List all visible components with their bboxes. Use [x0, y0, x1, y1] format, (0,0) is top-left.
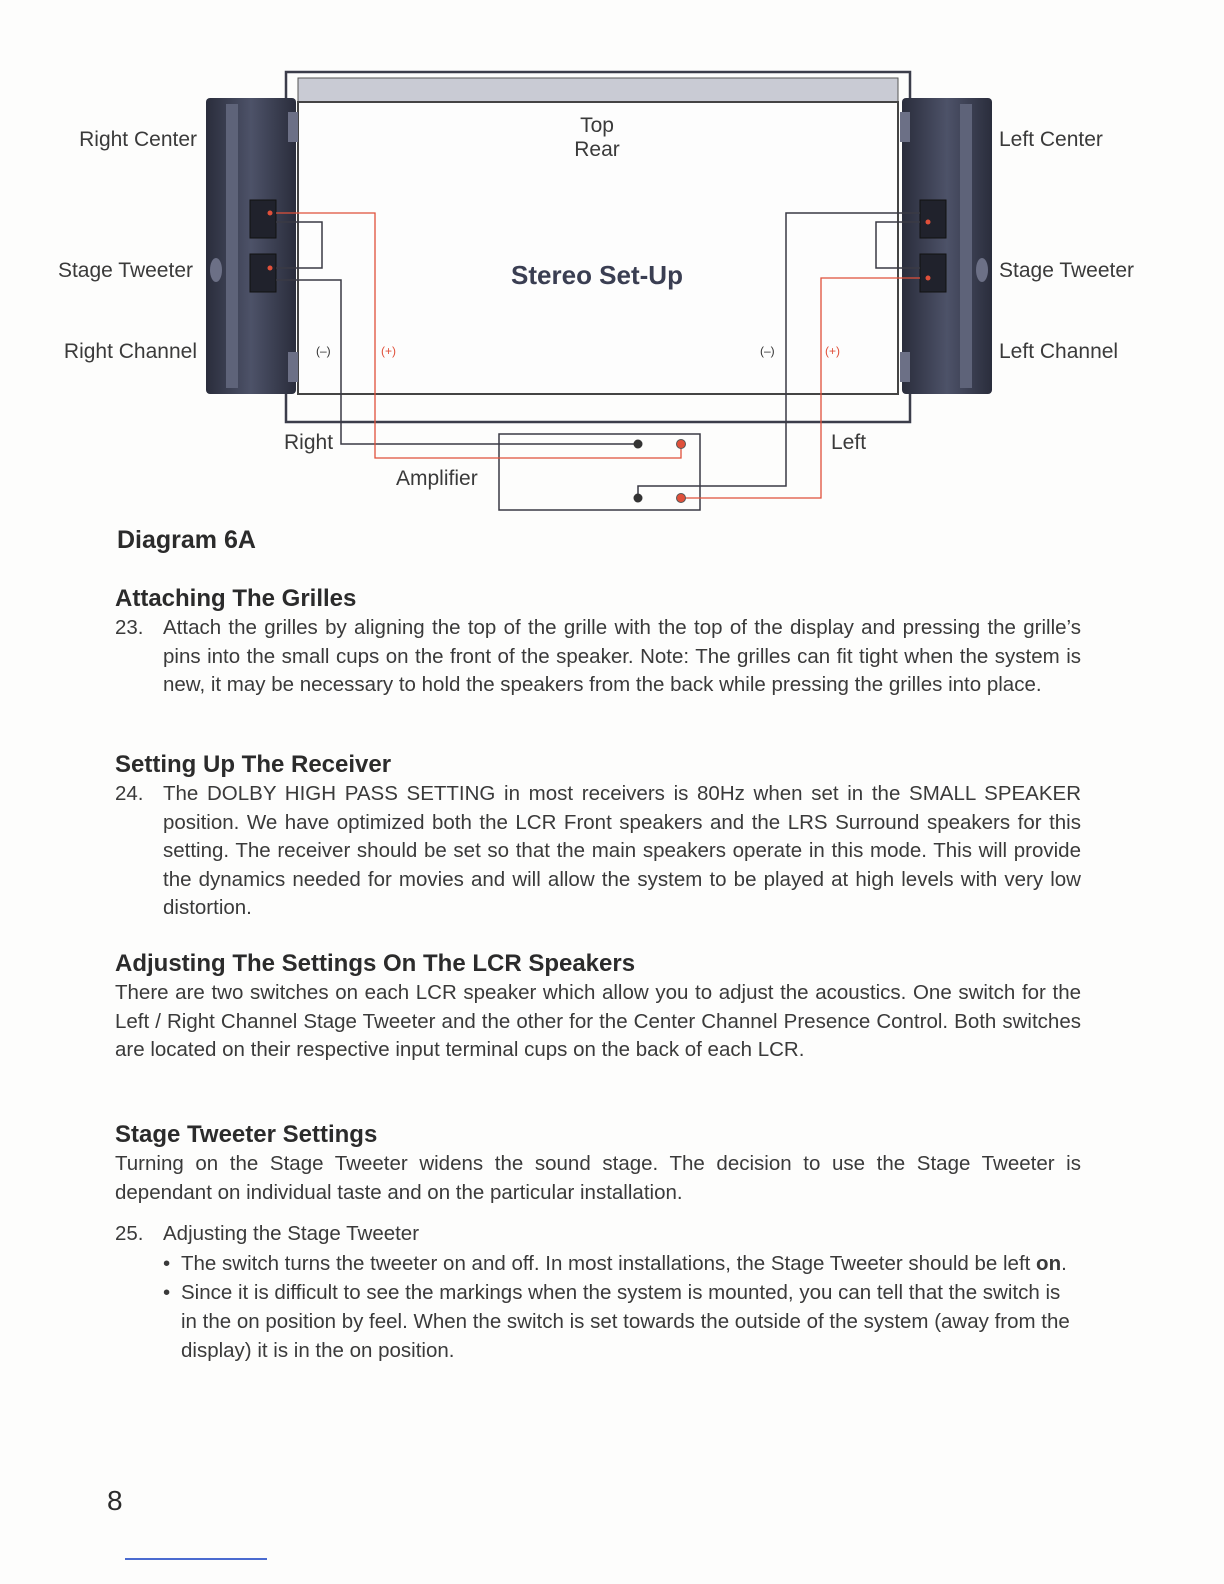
step-text: Adjusting the Stage Tweeter [163, 1222, 420, 1245]
section-attaching-grilles [115, 584, 1081, 700]
amp-left-neg-terminal [634, 494, 643, 503]
bullet-item [163, 1249, 1081, 1278]
left-spk-pos-terminal [926, 276, 931, 281]
right-spk-pos-terminal [268, 211, 273, 216]
amp-left-pos-terminal [677, 494, 686, 503]
label-right-positive: (+) [381, 344, 396, 358]
amplifier-box [499, 434, 700, 510]
section-lcr-settings [115, 949, 1081, 1065]
display-top-bar [298, 78, 898, 102]
section-setting-receiver [115, 750, 1081, 923]
bullet-text: The switch turns the tweeter on and off. In most installations, the Stage Tweeter should be left on. [181, 1251, 1067, 1275]
bullet-dot: • [163, 1280, 171, 1304]
step-number: 25. [115, 1222, 144, 1245]
label-right: Right [284, 431, 334, 454]
label-amplifier: Amplifier [396, 467, 478, 490]
label-right-channel: Right Channel [63, 340, 197, 363]
step-24 [115, 780, 1081, 923]
page-number: 8 [107, 1485, 123, 1516]
label-left-positive: (+) [825, 344, 840, 358]
heading-stage-tweeter: Stage Tweeter Settings [115, 1121, 378, 1148]
heading-lcr-settings: Adjusting The Settings On The LCR Speakers [115, 950, 636, 977]
right-spk-neg-terminal [268, 266, 273, 271]
label-left-stage-tweeter: Stage Tweeter [999, 259, 1135, 282]
section-stage-tweeter [115, 1120, 1081, 1365]
diagram-title: Stereo Set-Up [511, 260, 683, 290]
label-right-negative: (–) [316, 344, 331, 358]
bullet-dot: • [163, 1251, 171, 1275]
step-number: 24. [115, 782, 144, 805]
label-left-negative: (–) [760, 344, 775, 358]
label-left: Left [831, 431, 867, 454]
amp-right-pos-terminal [677, 440, 686, 449]
diagram-caption: Diagram 6A [117, 526, 256, 554]
left-speaker [900, 98, 992, 394]
stereo-setup-diagram [0, 0, 1224, 530]
amp-right-neg-terminal [634, 440, 643, 449]
right-speaker [206, 98, 298, 394]
step-25 [115, 1220, 1081, 1249]
footer-line [125, 1558, 267, 1560]
heading-attaching-grilles: Attaching The Grilles [115, 585, 357, 612]
label-right-stage-tweeter: Stage Tweeter [57, 259, 193, 282]
step-text: The DOLBY HIGH PASS SETTING in most receivers is 80Hz when set in the SMALL SPEAKER position. We have optimized both the LCR Front speakers and the LRS Surround speakers for this setting. The receiver should be set so that the main speakers operate in this mode. This will provide the dynamics needed for movies and will allow the system to be played at high levels with very low distortion. [163, 782, 1081, 919]
bullet-text: Since it is difficult to see the markings when the system is mounted, you can tell that the switch is in the on position by feel. When the switch is set towards the outside of the system (away from the display) it is in the on position. [181, 1280, 1070, 1362]
left-spk-neg-terminal [926, 220, 931, 225]
tweeter-bullets [163, 1249, 1081, 1365]
lcr-paragraph: There are two switches on each LCR speaker which allow you to adjust the acoustics. One switch for the Left / Right Channel Stage Tweeter and the other for the Center Channel Presence Control. Both switches are located on their respective input terminal cups on the back of each LCR. [115, 981, 1081, 1061]
label-left-channel: Left Channel [999, 340, 1119, 363]
bold-on: on [1036, 1251, 1062, 1275]
step-23 [115, 614, 1081, 700]
heading-setting-receiver: Setting Up The Receiver [115, 751, 392, 778]
label-left-center: Left Center [999, 128, 1103, 151]
step-text: Attach the grilles by aligning the top of the grille with the top of the display and pressing the grille’s pins into the small cups on the front of the speaker. Note: The grilles can fit tight when the system is new, it may be necessary to hold the speakers from the back while pressing the grilles into place. [163, 616, 1081, 696]
bullet-item [163, 1278, 1081, 1365]
tweeter-paragraph: Turning on the Stage Tweeter widens the sound stage. The decision to use the Stage Tweeter is dependant on individual taste and on the particular installation. [115, 1152, 1081, 1204]
label-rear: Rear [574, 138, 620, 161]
label-top: Top [580, 114, 614, 137]
step-number: 23. [115, 616, 144, 639]
label-right-center: Right Center [79, 128, 197, 151]
